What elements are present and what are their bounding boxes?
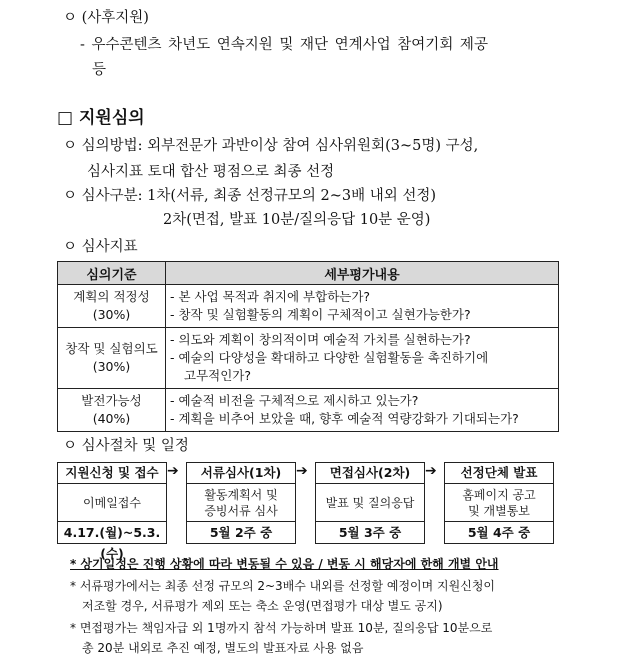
post-support-line-cont: 등 [92, 62, 107, 78]
detail-line: - 창작 및 실험활동의 계획이 구체적이고 실현가능한가? [170, 307, 471, 322]
review-indicator-heading: ㅇ 심사지표 [63, 239, 138, 255]
step-body-line: 증빙서류 심사 [204, 503, 278, 518]
evaluation-table [57, 261, 559, 432]
review-method-line2: 심사지표 토대 합산 평점으로 최종 선정 [87, 164, 335, 180]
review-class-line1: ㅇ 심사구분: 1차(서류, 최종 선정규모의 2~3배 내외 선정) [63, 188, 437, 204]
note-schedule-change: * 상기일정은 진행 상황에 따라 변동될 수 있음 / 변동 시 해당자에 한해 개별 안내 [70, 557, 499, 571]
process-step-announcement [444, 462, 554, 544]
section-title [57, 103, 145, 128]
criteria-cell [58, 285, 166, 328]
details-cell [166, 328, 559, 389]
process-heading: ㅇ 심사절차 및 일정 [63, 438, 189, 454]
step-title: 면접심사(2차) [316, 463, 424, 484]
step-body-line: 발표 및 질의응답 [325, 495, 415, 510]
criteria-label: 계획의 적정성 [73, 289, 150, 304]
right-arrow-icon: ➔ [167, 463, 179, 479]
post-support-heading: ㅇ (사후지원) [63, 10, 149, 26]
table-header-criteria: 심의기준 [58, 262, 166, 285]
criteria-weight: (40%) [92, 411, 131, 426]
note-interview: * 면접평가는 책임자급 외 1명까지 참석 가능하며 발표 10분, 질의응답 10분으로 [70, 621, 493, 635]
step-body-line: 이메일접수 [83, 495, 141, 510]
note-document-review-cont: 저조할 경우, 서류평가 제외 또는 축소 운영(면접평가 대상 별도 공지) [82, 599, 443, 613]
criteria-cell [58, 328, 166, 389]
step-title: 지원신청 및 접수 [58, 463, 166, 484]
table-row [58, 328, 559, 389]
note-document-review: * 서류평가에서는 최종 선정 규모의 2~3배수 내외를 선정할 예정이며 지원신청이 [70, 579, 496, 593]
step-body [445, 484, 553, 522]
step-body [58, 484, 166, 522]
details-cell [166, 285, 559, 328]
review-class-line2: 2차(면접, 발표 10분/질의응답 10분 운영) [163, 212, 431, 228]
right-arrow-icon: ➔ [425, 463, 437, 479]
step-body [187, 484, 295, 522]
process-step-interview [315, 462, 425, 544]
detail-line: - 예술적 비전을 구체적으로 제시하고 있는가? [170, 393, 419, 408]
section-title-text: 지원심의 [78, 108, 145, 128]
table-header-details: 세부평가내용 [166, 262, 559, 285]
table-header-row [58, 262, 559, 285]
step-date: 5월 4주 중 [467, 525, 531, 540]
note-interview-cont: 총 20분 내외로 추진 예정, 별도의 발표자료 사용 없음 [82, 641, 364, 655]
step-body [316, 484, 424, 522]
step-body-line: 및 개별통보 [468, 503, 530, 518]
step-date: 4.17.(월)~5.3.(수) [63, 525, 161, 561]
criteria-label: 창작 및 실험의도 [65, 341, 158, 356]
step-date: 5월 2주 중 [209, 525, 273, 540]
right-arrow-icon: ➔ [296, 463, 308, 479]
table-row [58, 285, 559, 328]
step-body-line: 홈페이지 공고 [462, 487, 536, 502]
review-method-line1: ㅇ 심의방법: 외부전문가 과반이상 참여 심사위원회(3~5명) 구성, [63, 138, 479, 154]
details-cell [166, 389, 559, 432]
criteria-weight: (30%) [92, 359, 131, 374]
table-row [58, 389, 559, 432]
process-step-application [57, 462, 167, 561]
process-step-document-review [186, 462, 296, 544]
detail-line: 고무적인가? [184, 368, 252, 383]
step-body-line: 활동계획서 및 [204, 487, 278, 502]
detail-line: - 예술의 다양성을 확대하고 다양한 실험활동을 촉진하기에 [170, 350, 489, 365]
checkbox-square-icon: □ [57, 108, 74, 128]
detail-line: - 계획을 비추어 보았을 때, 향후 예술적 역량강화가 기대되는가? [170, 411, 519, 426]
criteria-weight: (30%) [92, 307, 131, 322]
detail-line: - 의도와 계획이 창의적이며 예술적 가치를 실현하는가? [170, 332, 471, 347]
criteria-cell [58, 389, 166, 432]
detail-line: - 본 사업 목적과 취지에 부합하는가? [170, 289, 371, 304]
criteria-label: 발전가능성 [81, 393, 142, 408]
step-title: 서류심사(1차) [187, 463, 295, 484]
step-date: 5월 3주 중 [338, 525, 402, 540]
step-title: 선정단체 발표 [445, 463, 553, 484]
post-support-line: - 우수콘텐츠 차년도 연속지원 및 재단 연계사업 참여기회 제공 [80, 37, 488, 53]
